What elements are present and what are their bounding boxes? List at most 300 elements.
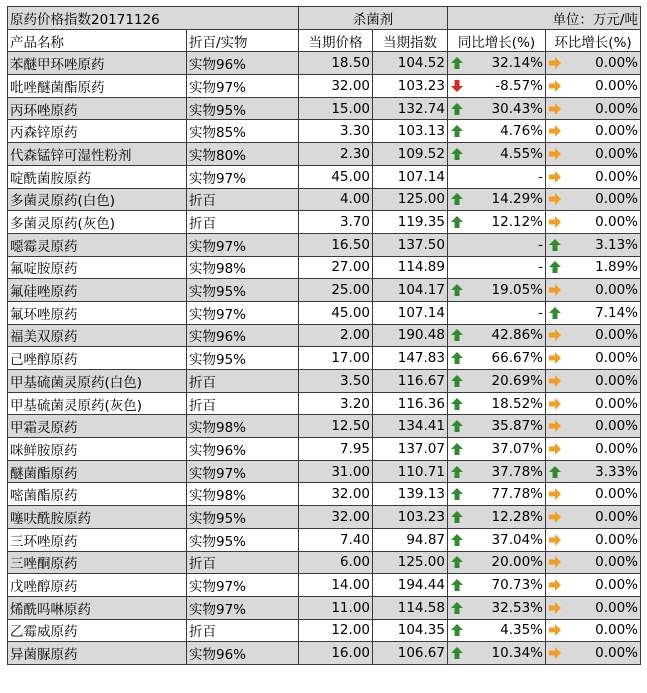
flat-arrow-icon xyxy=(548,328,562,342)
yoy-cell xyxy=(448,52,546,75)
basis-cell: 实物96% xyxy=(187,438,299,461)
basis-cell: 实物95% xyxy=(187,347,299,370)
index-cell: 106.67 xyxy=(373,642,448,665)
flat-arrow-icon xyxy=(548,510,562,524)
mom-value: 0.00% xyxy=(595,282,638,299)
yoy-value: 30.43% xyxy=(491,100,543,117)
up-arrow-icon xyxy=(548,260,562,274)
table-row xyxy=(8,392,641,415)
product-name-cell: 甲基硫菌灵原药(灰色) xyxy=(8,392,187,415)
basis-cell: 实物98% xyxy=(187,415,299,438)
mom-value: 7.14% xyxy=(595,304,638,321)
yoy-value: 42.86% xyxy=(491,327,543,344)
flat-arrow-icon xyxy=(548,170,562,184)
yoy-value: 20.69% xyxy=(491,372,543,389)
basis-cell: 实物98% xyxy=(187,483,299,506)
product-name-cell: 三唑酮原药 xyxy=(8,551,187,574)
flat-arrow-icon xyxy=(548,397,562,411)
up-arrow-icon xyxy=(450,147,464,161)
flat-arrow-icon xyxy=(548,555,562,569)
price-cell: 6.00 xyxy=(299,551,373,574)
table-row xyxy=(8,460,641,483)
price-cell: 3.70 xyxy=(299,211,373,234)
flat-arrow-icon xyxy=(548,578,562,592)
mom-value: 0.00% xyxy=(595,77,638,94)
yoy-value: - xyxy=(538,168,543,185)
up-arrow-icon xyxy=(548,306,562,320)
up-arrow-icon xyxy=(450,56,464,70)
mom-value: 0.00% xyxy=(595,577,638,594)
price-cell: 27.00 xyxy=(299,256,373,279)
product-name-cell: 嘧菌酯原药 xyxy=(8,483,187,506)
mom-cell xyxy=(546,188,641,211)
mom-value: 0.00% xyxy=(595,123,638,140)
mom-cell xyxy=(546,460,641,483)
mom-value: 0.00% xyxy=(595,440,638,457)
flat-arrow-icon xyxy=(548,351,562,365)
no-arrow-icon xyxy=(450,306,464,320)
mom-cell xyxy=(546,415,641,438)
table-row xyxy=(8,347,641,370)
mom-cell xyxy=(546,143,641,166)
product-name-cell: 烯酰吗啉原药 xyxy=(8,596,187,619)
basis-cell: 折百 xyxy=(187,188,299,211)
table-row xyxy=(8,483,641,506)
up-arrow-icon xyxy=(450,328,464,342)
flat-arrow-icon xyxy=(548,192,562,206)
yoy-value: 19.05% xyxy=(491,282,543,299)
yoy-cell xyxy=(448,279,546,302)
mom-cell xyxy=(546,370,641,393)
basis-cell: 折百 xyxy=(187,211,299,234)
product-name-cell: 噁霉灵原药 xyxy=(8,233,187,256)
price-cell: 7.40 xyxy=(299,528,373,551)
mom-value: 0.00% xyxy=(595,531,638,548)
yoy-value: 20.00% xyxy=(491,554,543,571)
yoy-value: 4.76% xyxy=(500,123,543,140)
price-cell: 31.00 xyxy=(299,460,373,483)
yoy-value: - xyxy=(538,236,543,253)
index-cell: 104.17 xyxy=(373,279,448,302)
index-cell: 137.07 xyxy=(373,438,448,461)
flat-arrow-icon xyxy=(548,283,562,297)
basis-cell: 实物97% xyxy=(187,233,299,256)
basis-cell: 折百 xyxy=(187,551,299,574)
table-row xyxy=(8,324,641,347)
price-cell: 45.00 xyxy=(299,165,373,188)
basis-cell: 实物80% xyxy=(187,143,299,166)
index-cell: 137.50 xyxy=(373,233,448,256)
table-row xyxy=(8,233,641,256)
yoy-cell xyxy=(448,415,546,438)
index-cell: 116.36 xyxy=(373,392,448,415)
basis-cell: 实物95% xyxy=(187,528,299,551)
index-cell: 190.48 xyxy=(373,324,448,347)
up-arrow-icon xyxy=(450,419,464,433)
up-arrow-icon xyxy=(450,555,464,569)
table-row xyxy=(8,551,641,574)
mom-value: 0.00% xyxy=(595,418,638,435)
yoy-value: 37.78% xyxy=(491,463,543,480)
basis-cell: 实物95% xyxy=(187,97,299,120)
yoy-value: 37.07% xyxy=(491,440,543,457)
mom-cell xyxy=(546,528,641,551)
yoy-value: 18.52% xyxy=(491,395,543,412)
yoy-cell xyxy=(448,506,546,529)
table-row xyxy=(8,188,641,211)
flat-arrow-icon xyxy=(548,533,562,547)
mom-value: 0.00% xyxy=(595,168,638,185)
yoy-value: 77.78% xyxy=(491,486,543,503)
up-arrow-icon xyxy=(450,601,464,615)
basis-cell: 实物85% xyxy=(187,120,299,143)
yoy-value: 12.12% xyxy=(491,214,543,231)
table-row xyxy=(8,165,641,188)
yoy-cell xyxy=(448,256,546,279)
index-cell: 147.83 xyxy=(373,347,448,370)
mom-cell xyxy=(546,211,641,234)
yoy-value: 4.35% xyxy=(500,622,543,639)
table-row xyxy=(8,97,641,120)
product-name-cell: 醚菌酯原药 xyxy=(8,460,187,483)
yoy-value: 70.73% xyxy=(491,577,543,594)
product-name-cell: 三环唑原药 xyxy=(8,528,187,551)
yoy-cell xyxy=(448,75,546,98)
unit-label: 单位：万元/吨 xyxy=(448,7,641,30)
up-arrow-icon xyxy=(450,510,464,524)
table-row xyxy=(8,211,641,234)
flat-arrow-icon xyxy=(548,374,562,388)
up-arrow-icon xyxy=(450,374,464,388)
yoy-cell xyxy=(448,97,546,120)
mom-value: 3.13% xyxy=(595,236,638,253)
table-row xyxy=(8,279,641,302)
basis-cell: 实物97% xyxy=(187,301,299,324)
product-name-cell: 甲基硫菌灵原药(白色) xyxy=(8,370,187,393)
down-arrow-icon xyxy=(450,79,464,93)
index-cell: 103.23 xyxy=(373,75,448,98)
mom-value: 0.00% xyxy=(595,645,638,662)
yoy-cell xyxy=(448,574,546,597)
yoy-cell xyxy=(448,211,546,234)
yoy-value: - xyxy=(538,259,543,276)
yoy-cell xyxy=(448,143,546,166)
mom-cell xyxy=(546,97,641,120)
yoy-value: -8.57% xyxy=(495,77,543,94)
up-arrow-icon xyxy=(450,102,464,116)
mom-value: 0.00% xyxy=(595,395,638,412)
mom-cell xyxy=(546,619,641,642)
product-name-cell: 福美双原药 xyxy=(8,324,187,347)
up-arrow-icon xyxy=(450,215,464,229)
mom-value: 0.00% xyxy=(595,622,638,639)
index-cell: 134.41 xyxy=(373,415,448,438)
table-row xyxy=(8,256,641,279)
product-name-cell: 丙环唑原药 xyxy=(8,97,187,120)
mom-value: 1.89% xyxy=(595,259,638,276)
header-product-name: 产品名称 xyxy=(8,29,187,52)
header-yoy: 同比增长(%) xyxy=(448,29,546,52)
header-index: 当期指数 xyxy=(373,29,448,52)
product-name-cell: 戊唑醇原药 xyxy=(8,574,187,597)
yoy-cell xyxy=(448,528,546,551)
index-cell: 125.00 xyxy=(373,188,448,211)
mom-cell xyxy=(546,279,641,302)
price-cell: 16.50 xyxy=(299,233,373,256)
basis-cell: 实物97% xyxy=(187,460,299,483)
price-cell: 3.50 xyxy=(299,370,373,393)
yoy-value: 35.87% xyxy=(491,418,543,435)
index-cell: 114.89 xyxy=(373,256,448,279)
yoy-cell xyxy=(448,392,546,415)
product-name-cell: 氟硅唑原药 xyxy=(8,279,187,302)
index-cell: 132.74 xyxy=(373,97,448,120)
price-cell: 7.95 xyxy=(299,438,373,461)
basis-cell: 实物96% xyxy=(187,642,299,665)
flat-arrow-icon xyxy=(548,487,562,501)
table-row xyxy=(8,619,641,642)
basis-cell: 实物98% xyxy=(187,256,299,279)
mom-cell xyxy=(546,347,641,370)
header-basis: 折百/实物 xyxy=(187,29,299,52)
mom-cell xyxy=(546,301,641,324)
table-row xyxy=(8,596,641,619)
yoy-cell xyxy=(448,642,546,665)
price-cell: 14.00 xyxy=(299,574,373,597)
price-cell: 15.00 xyxy=(299,97,373,120)
index-cell: 109.52 xyxy=(373,143,448,166)
mom-cell xyxy=(546,324,641,347)
table-row xyxy=(8,75,641,98)
table-row xyxy=(8,642,641,665)
price-cell: 16.00 xyxy=(299,642,373,665)
table-row xyxy=(8,120,641,143)
index-cell: 107.14 xyxy=(373,301,448,324)
basis-cell: 实物95% xyxy=(187,279,299,302)
product-name-cell: 甲霜灵原药 xyxy=(8,415,187,438)
yoy-cell xyxy=(448,347,546,370)
up-arrow-icon xyxy=(450,397,464,411)
basis-cell: 实物97% xyxy=(187,596,299,619)
up-arrow-icon xyxy=(450,465,464,479)
product-name-cell: 多菌灵原药(灰色) xyxy=(8,211,187,234)
price-index-sheet xyxy=(7,6,640,665)
price-cell: 18.50 xyxy=(299,52,373,75)
index-cell: 103.13 xyxy=(373,120,448,143)
product-name-cell: 己唑醇原药 xyxy=(8,347,187,370)
up-arrow-icon xyxy=(450,192,464,206)
no-arrow-icon xyxy=(450,170,464,184)
price-cell: 32.00 xyxy=(299,506,373,529)
mom-value: 0.00% xyxy=(595,554,638,571)
index-cell: 114.58 xyxy=(373,596,448,619)
yoy-value: 32.53% xyxy=(491,599,543,616)
product-name-cell: 苯醚甲环唑原药 xyxy=(8,52,187,75)
yoy-value: 32.14% xyxy=(491,55,543,72)
flat-arrow-icon xyxy=(548,419,562,433)
yoy-cell xyxy=(448,596,546,619)
yoy-cell xyxy=(448,233,546,256)
mom-value: 0.00% xyxy=(595,100,638,117)
mom-value: 0.00% xyxy=(595,214,638,231)
mom-cell xyxy=(546,483,641,506)
mom-value: 0.00% xyxy=(595,145,638,162)
header-price: 当期价格 xyxy=(299,29,373,52)
index-cell: 139.13 xyxy=(373,483,448,506)
mom-cell xyxy=(546,233,641,256)
index-cell: 104.52 xyxy=(373,52,448,75)
table-row xyxy=(8,370,641,393)
flat-arrow-icon xyxy=(548,56,562,70)
price-cell: 2.30 xyxy=(299,143,373,166)
category-label: 杀菌剂 xyxy=(299,7,448,30)
basis-cell: 实物96% xyxy=(187,324,299,347)
table-row xyxy=(8,52,641,75)
no-arrow-icon xyxy=(450,260,464,274)
mom-value: 3.33% xyxy=(595,463,638,480)
table-row xyxy=(8,528,641,551)
mom-cell xyxy=(546,574,641,597)
mom-value: 0.00% xyxy=(595,55,638,72)
product-name-cell: 乙霉威原药 xyxy=(8,619,187,642)
product-name-cell: 咪鲜胺原药 xyxy=(8,438,187,461)
mom-value: 0.00% xyxy=(595,486,638,503)
basis-cell: 实物97% xyxy=(187,574,299,597)
mom-cell xyxy=(546,506,641,529)
index-cell: 116.67 xyxy=(373,370,448,393)
price-cell: 32.00 xyxy=(299,75,373,98)
mom-cell xyxy=(546,165,641,188)
mom-value: 0.00% xyxy=(595,508,638,525)
price-cell: 11.00 xyxy=(299,596,373,619)
basis-cell: 实物97% xyxy=(187,165,299,188)
flat-arrow-icon xyxy=(548,147,562,161)
mom-cell xyxy=(546,75,641,98)
price-cell: 3.20 xyxy=(299,392,373,415)
basis-cell: 折百 xyxy=(187,619,299,642)
table-title: 原药价格指数20171126 xyxy=(8,7,299,30)
table-row xyxy=(8,301,641,324)
flat-arrow-icon xyxy=(548,601,562,615)
index-cell: 103.23 xyxy=(373,506,448,529)
product-name-cell: 氟啶胺原药 xyxy=(8,256,187,279)
price-index-table xyxy=(7,6,641,665)
mom-cell xyxy=(546,642,641,665)
yoy-cell xyxy=(448,165,546,188)
mom-cell xyxy=(546,596,641,619)
product-name-cell: 丙森锌原药 xyxy=(8,120,187,143)
up-arrow-icon xyxy=(450,442,464,456)
header-row xyxy=(8,29,641,52)
basis-cell: 折百 xyxy=(187,370,299,393)
yoy-cell xyxy=(448,188,546,211)
table-row xyxy=(8,415,641,438)
yoy-cell xyxy=(448,551,546,574)
index-cell: 125.00 xyxy=(373,551,448,574)
flat-arrow-icon xyxy=(548,79,562,93)
yoy-cell xyxy=(448,120,546,143)
up-arrow-icon xyxy=(548,238,562,252)
price-cell: 32.00 xyxy=(299,483,373,506)
yoy-cell xyxy=(448,619,546,642)
mom-value: 0.00% xyxy=(595,327,638,344)
no-arrow-icon xyxy=(450,238,464,252)
index-cell: 119.35 xyxy=(373,211,448,234)
up-arrow-icon xyxy=(450,578,464,592)
up-arrow-icon xyxy=(548,465,562,479)
price-cell: 25.00 xyxy=(299,279,373,302)
mom-cell xyxy=(546,551,641,574)
up-arrow-icon xyxy=(450,283,464,297)
mom-cell xyxy=(546,120,641,143)
yoy-value: 66.67% xyxy=(491,350,543,367)
product-name-cell: 代森锰锌可湿性粉剂 xyxy=(8,143,187,166)
yoy-cell xyxy=(448,460,546,483)
basis-cell: 实物97% xyxy=(187,75,299,98)
product-name-cell: 氟环唑原药 xyxy=(8,301,187,324)
yoy-cell xyxy=(448,324,546,347)
index-cell: 94.87 xyxy=(373,528,448,551)
flat-arrow-icon xyxy=(548,442,562,456)
table-row xyxy=(8,143,641,166)
yoy-value: 12.28% xyxy=(491,508,543,525)
price-cell: 4.00 xyxy=(299,188,373,211)
price-cell: 3.30 xyxy=(299,120,373,143)
product-name-cell: 噻呋酰胺原药 xyxy=(8,506,187,529)
header-mom: 环比增长(%) xyxy=(546,29,641,52)
mom-cell xyxy=(546,52,641,75)
price-cell: 12.50 xyxy=(299,415,373,438)
up-arrow-icon xyxy=(450,351,464,365)
yoy-cell xyxy=(448,438,546,461)
price-cell: 12.00 xyxy=(299,619,373,642)
product-name-cell: 异菌脲原药 xyxy=(8,642,187,665)
flat-arrow-icon xyxy=(548,102,562,116)
product-name-cell: 吡唑醚菌酯原药 xyxy=(8,75,187,98)
yoy-value: 14.29% xyxy=(491,191,543,208)
mom-value: 0.00% xyxy=(595,191,638,208)
mom-value: 0.00% xyxy=(595,599,638,616)
up-arrow-icon xyxy=(450,646,464,660)
index-cell: 104.35 xyxy=(373,619,448,642)
mom-value: 0.00% xyxy=(595,372,638,389)
yoy-cell xyxy=(448,301,546,324)
yoy-value: 4.55% xyxy=(500,145,543,162)
yoy-cell xyxy=(448,483,546,506)
flat-arrow-icon xyxy=(548,215,562,229)
yoy-value: 37.04% xyxy=(491,531,543,548)
table-row xyxy=(8,438,641,461)
mom-cell xyxy=(546,392,641,415)
price-cell: 17.00 xyxy=(299,347,373,370)
mom-cell xyxy=(546,438,641,461)
up-arrow-icon xyxy=(450,487,464,501)
table-row xyxy=(8,574,641,597)
table-row xyxy=(8,506,641,529)
up-arrow-icon xyxy=(450,124,464,138)
up-arrow-icon xyxy=(450,533,464,547)
index-cell: 110.71 xyxy=(373,460,448,483)
flat-arrow-icon xyxy=(548,646,562,660)
flat-arrow-icon xyxy=(548,124,562,138)
product-name-cell: 多菌灵原药(白色) xyxy=(8,188,187,211)
flat-arrow-icon xyxy=(548,623,562,637)
up-arrow-icon xyxy=(450,623,464,637)
title-row xyxy=(8,7,641,30)
price-cell: 45.00 xyxy=(299,301,373,324)
index-cell: 107.14 xyxy=(373,165,448,188)
index-cell: 194.44 xyxy=(373,574,448,597)
